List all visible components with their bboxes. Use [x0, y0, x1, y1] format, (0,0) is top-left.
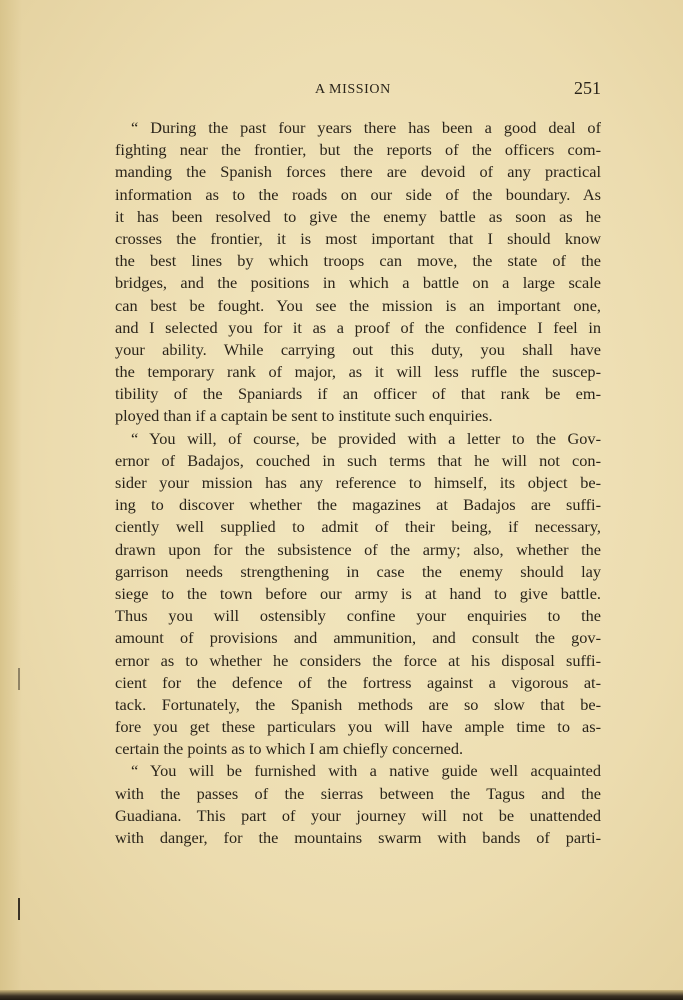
text-line: can best be fought. You see the mission is an important one, [115, 295, 601, 315]
text-line: Guadiana. This part of your journey will not be unattended [115, 805, 601, 825]
running-title: A MISSION [315, 82, 391, 97]
text-line: tack. Fortunately, the Spanish methods are so slow that be- [115, 694, 601, 714]
text-line: “ You will be furnished with a native guide well acquainted [131, 761, 601, 781]
text-line: manding the Spanish forces there are devoid of any practical [115, 162, 601, 182]
text-line: with the passes of the sierras between the Tagus and the [115, 783, 601, 803]
text-line: with danger, for the mountains swarm with bands of parti- [115, 828, 601, 847]
text-line: sider your mission has any reference to himself, its object be- [115, 473, 601, 492]
margin-mark [18, 898, 20, 920]
running-head [115, 80, 601, 102]
text-line: “ During the past four years there has been a good deal of [131, 118, 601, 137]
body-text [115, 117, 601, 849]
text-line: tibility of the Spaniards if an officer of that rank be em- [115, 384, 601, 404]
text-line: and I selected you for it as a proof of the confidence I feel in [115, 317, 601, 337]
text-line: amount of provisions and ammunition, and consult the gov- [115, 628, 601, 648]
page-edge-shadow [0, 0, 22, 1000]
text-line: ing to discover whether the magazines at Badajos are suffi- [115, 495, 601, 515]
text-line: siege to the town before our army is at hand to give battle. [115, 583, 601, 603]
text-line: the temporary rank of major, as it will less ruffle the suscep- [115, 362, 601, 382]
text-line: the best lines by which troops can move, the state of the [115, 251, 601, 271]
text-line: certain the points as to which I am chiefly concerned. [115, 739, 464, 759]
page-bottom-edge [0, 990, 683, 1000]
text-line: ciently well supplied to admit of their being, if necessary, [115, 517, 601, 537]
page-number: 251 [574, 78, 601, 98]
margin-mark [18, 668, 20, 690]
text-line: information as to the roads on our side of the boundary. As [115, 184, 601, 204]
text-line: Thus you will ostensibly confine your enquiries to the [115, 606, 601, 626]
text-line: bridges, and the positions in which a battle on a large scale [115, 273, 601, 293]
text-line: ployed than if a captain be sent to institute such enquiries. [115, 406, 493, 426]
text-line: ernor of Badajos, couched in such terms that he will not con- [115, 450, 601, 470]
text-line: fore you get these particulars you will have ample time to as- [115, 717, 601, 737]
text-line: “ You will, of course, be provided with a letter to the Gov- [131, 428, 601, 448]
text-line: drawn upon for the subsistence of the army; also, whether the [115, 539, 601, 559]
text-line: it has been resolved to give the enemy battle as soon as he [115, 206, 601, 226]
text-line: cient for the defence of the fortress against a vigorous at- [115, 672, 601, 692]
text-line: your ability. While carrying out this duty, you shall have [115, 339, 601, 359]
text-line: fighting near the frontier, but the reports of the officers com- [115, 140, 601, 160]
text-line: crosses the frontier, it is most important that I should know [115, 228, 601, 248]
text-line: garrison needs strengthening in case the enemy should lay [115, 561, 601, 581]
text-line: ernor as to whether he considers the force at his disposal suffi- [115, 650, 601, 670]
